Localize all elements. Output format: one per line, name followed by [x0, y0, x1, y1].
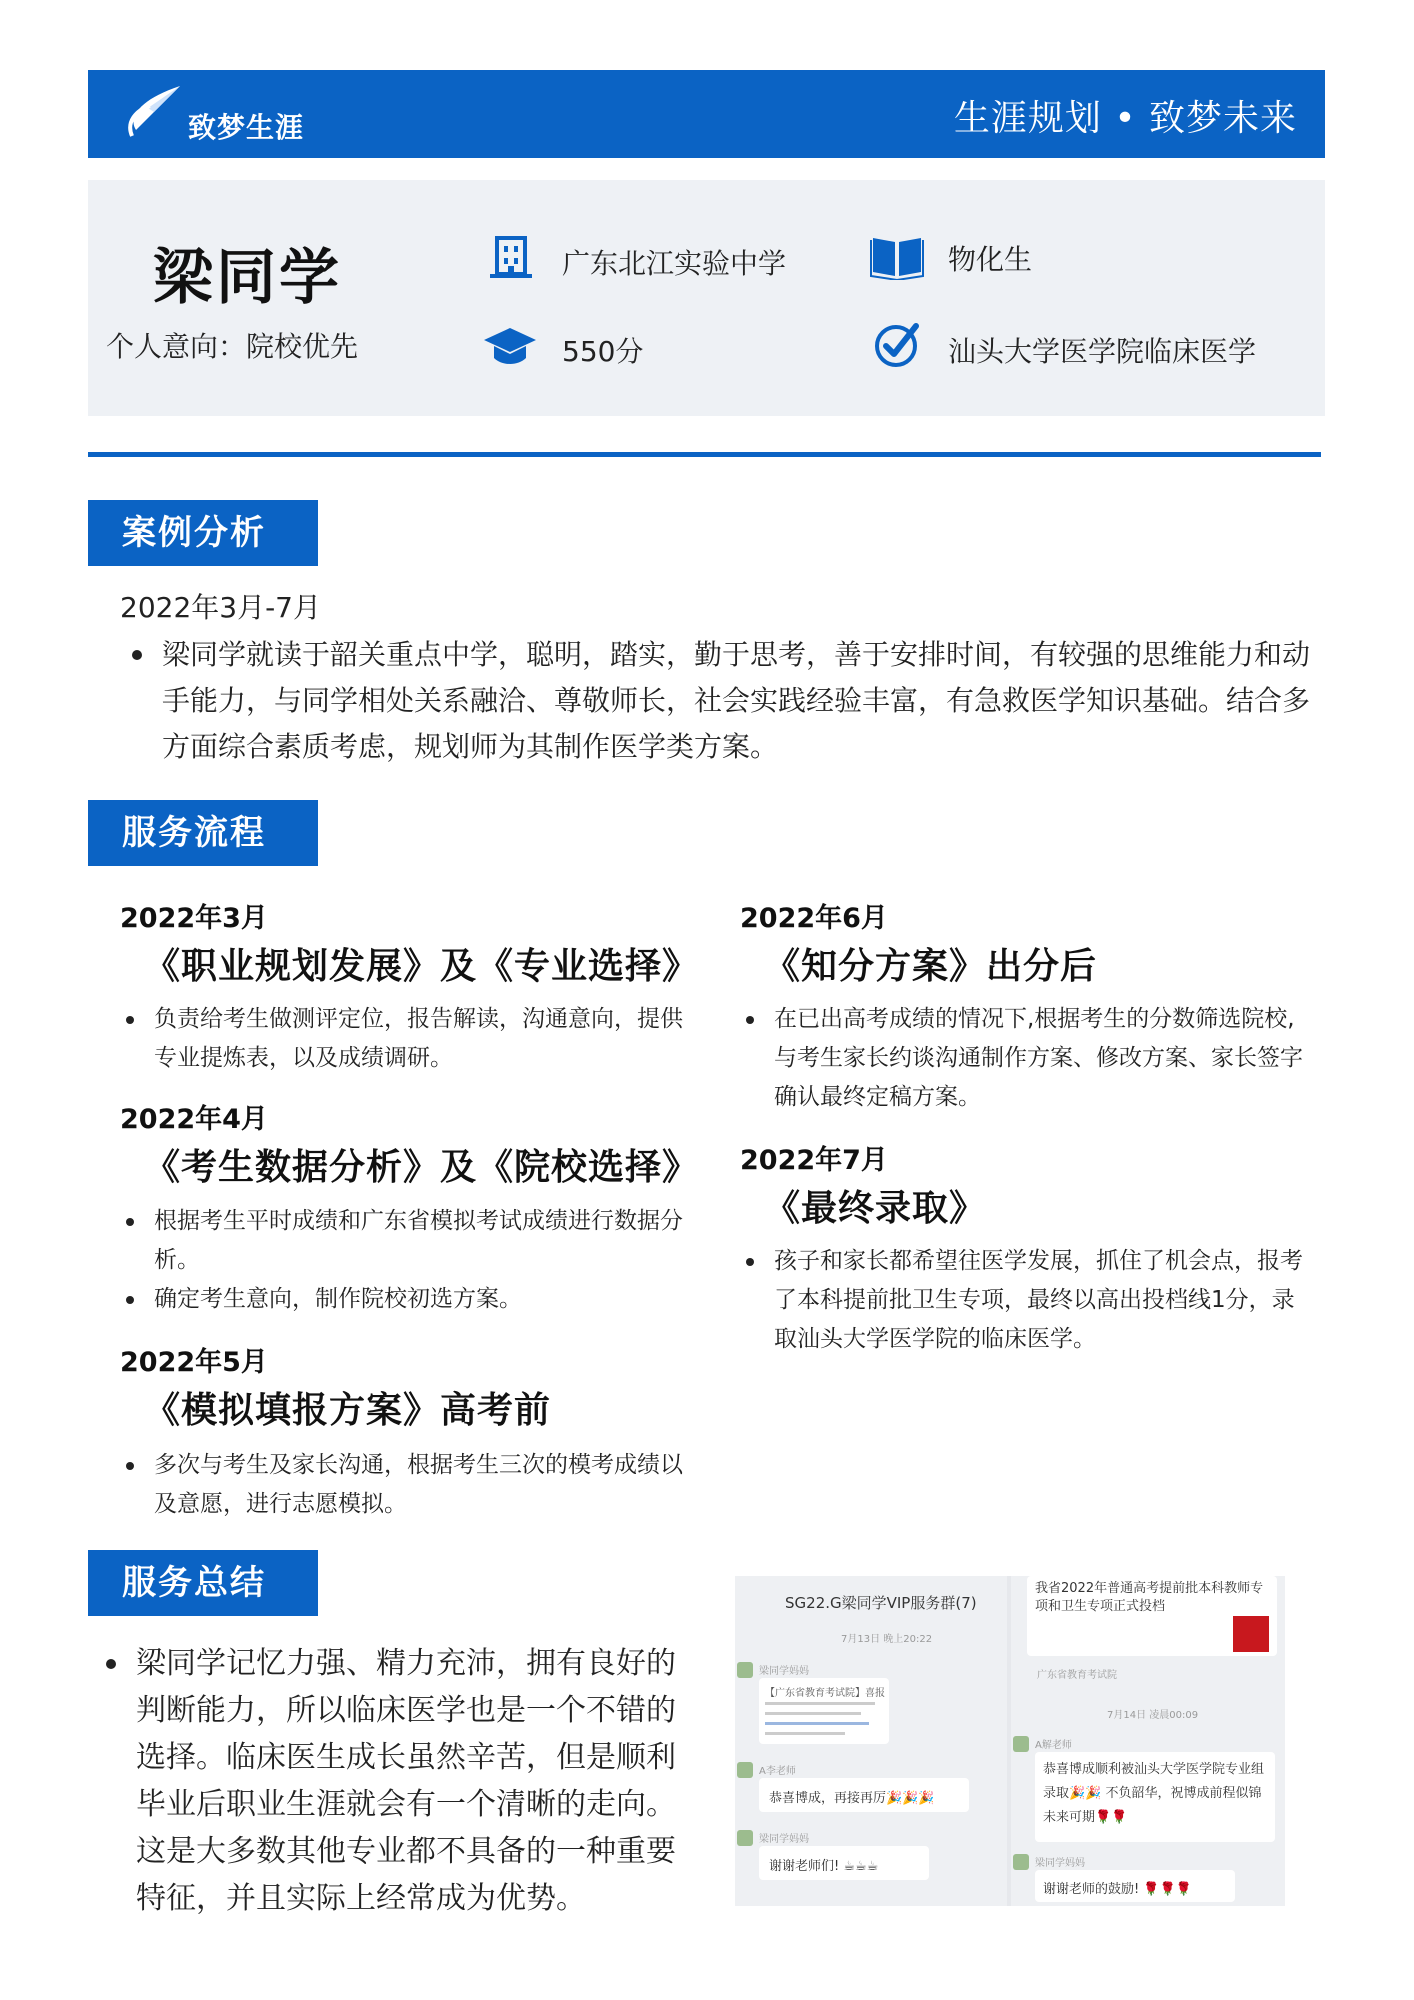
step-bullet [740, 1000, 1310, 1117]
chat-notice-card [759, 1678, 889, 1744]
avatar [1013, 1736, 1029, 1752]
step-bullet-text: 孩子和家长都希望往医学发展，抓住了机会点，报考了本科提前批卫生专项，最终以高出投档线1分，录取汕头大学医学院的临床医学。 [774, 1248, 1303, 1352]
avatar [1013, 1854, 1029, 1870]
chat-screenshot [735, 1576, 1285, 1906]
chat-pane-left [735, 1576, 1007, 1906]
brand-logo [118, 78, 318, 148]
step-month: 2022年6月 [740, 903, 888, 934]
bullet-dot [132, 650, 142, 660]
book-icon [869, 230, 925, 280]
chat-sender: A李老师 [759, 1766, 796, 1777]
step-month: 2022年5月 [120, 1347, 268, 1378]
bullet-dot [746, 1016, 754, 1024]
check-circle-icon [872, 320, 922, 370]
avatar [737, 1762, 753, 1778]
header-bar [88, 70, 1325, 158]
bullet-dot [106, 1659, 116, 1669]
bullet-dot [126, 1016, 134, 1024]
step-phase: 《最终录取》 [764, 1187, 987, 1229]
chat-sender: A解老师 [1035, 1740, 1072, 1751]
step-bullet-text: 确定考生意向，制作院校初选方案。 [154, 1286, 522, 1312]
bullet-dot [126, 1462, 134, 1470]
step-bullet [120, 1446, 690, 1524]
chat-pane-right [1011, 1576, 1285, 1906]
bullet-dot [126, 1218, 134, 1226]
chat-sender: 梁同学妈妈 [759, 1834, 809, 1845]
student-intent: 个人意向：院校优先 [106, 330, 359, 363]
step-bullet [740, 1242, 1310, 1359]
step-phase: 《知分方案》出分后 [764, 945, 1098, 987]
chat-sender: 梁同学妈妈 [1035, 1858, 1085, 1869]
chat-time: 7月14日 凌晨00:09 [1107, 1710, 1199, 1721]
bullet-dot [126, 1296, 134, 1304]
chat-bubble [759, 1846, 929, 1880]
section-header-case: 案例分析 [88, 500, 318, 566]
chat-message: 谢谢老师的鼓励! 🌹🌹🌹 [1043, 1882, 1192, 1897]
link-source: 广东省教育考试院 [1037, 1670, 1117, 1681]
bullet-dot [746, 1258, 754, 1266]
step-bullet-text: 多次与考生及家长沟通，根据考生三次的模考成绩以及意愿，进行志愿模拟。 [154, 1452, 683, 1517]
section-header-summary: 服务总结 [88, 1550, 318, 1616]
score: 550分 [562, 335, 644, 368]
step-phase: 《模拟填报方案》高考前 [144, 1389, 552, 1431]
chat-bubble [759, 1778, 969, 1812]
step-month: 2022年7月 [740, 1145, 888, 1176]
student-name: 梁同学 [153, 243, 342, 313]
chat-bubble [1035, 1870, 1235, 1902]
header-slogan: 生涯规划 • 致梦未来 [953, 98, 1297, 139]
chat-bubble [1035, 1752, 1275, 1842]
step-month: 2022年3月 [120, 903, 268, 934]
logo-text: 致梦生涯 [188, 111, 305, 144]
chat-message: 恭喜博成，再接再厉🎉🎉🎉 [769, 1791, 935, 1806]
avatar [737, 1662, 753, 1678]
admission-result: 汕头大学医学院临床医学 [948, 335, 1257, 368]
chat-link-card [1027, 1576, 1277, 1656]
chat-message: 恭喜博成顺利被汕头大学医学院专业组录取🎉🎉 不负韶华，祝博成前程似锦 未来可期🌹🌹 [1043, 1762, 1265, 1825]
chat-time: 7月13日 晚上20:22 [841, 1634, 933, 1645]
step-bullet-text: 在已出高考成绩的情况下,根据考生的分数筛选院校,与考生家长约谈沟通制作方案、修改方案、家长签字确认最终定稿方案。 [774, 1006, 1303, 1110]
chat-group-title: SG22.G梁同学VIP服务群(7) [785, 1594, 977, 1612]
summary-text: 梁同学记忆力强、精力充沛，拥有良好的判断能力，所以临床医学也是一个不错的选择。临床医生成长虽然辛苦，但是顺利毕业后职业生涯就会有一个清晰的走向。这是大多数其他专业都不具备的一种重要特征，并且实际上经常成为优势。 [136, 1646, 676, 1916]
step-bullet [120, 1280, 690, 1319]
case-date: 2022年3月-7月 [120, 591, 321, 624]
section-header-process: 服务流程 [88, 800, 318, 866]
step-bullet-text: 根据考生平时成绩和广东省模拟考试成绩进行数据分析。 [154, 1208, 683, 1273]
student-info-panel [88, 180, 1325, 416]
case-text: 梁同学就读于韶关重点中学，聪明，踏实，勤于思考，善于安排时间，有较强的思维能力和动手能力，与同学相处关系融洽、尊敬师长，社会实践经验丰富，有急救医学知识基础。结合多方面综合素质考虑，规划师为其制作医学类方案。 [162, 638, 1311, 763]
notice-text: 【广东省教育考试院】喜报 [765, 1688, 885, 1699]
case-bullet [120, 632, 1320, 770]
chat-message: 谢谢老师们! ☕☕☕ [769, 1859, 879, 1874]
summary-bullet [100, 1640, 690, 1922]
subjects: 物化生 [948, 243, 1033, 276]
chat-sender: 梁同学妈妈 [759, 1666, 809, 1677]
step-bullet [120, 1000, 690, 1078]
graduation-cap-icon [482, 322, 538, 372]
school-name: 广东北江实验中学 [562, 247, 787, 280]
step-bullet [120, 1202, 690, 1280]
step-bullet-text: 负责给考生做测评定位，报告解读，沟通意向，提供专业提炼表，以及成绩调研。 [154, 1006, 683, 1071]
building-icon [486, 232, 536, 282]
step-month: 2022年4月 [120, 1104, 268, 1135]
divider-rule [88, 452, 1321, 457]
step-phase: 《考生数据分析》及《院校选择》 [144, 1146, 700, 1188]
avatar [737, 1830, 753, 1846]
step-phase: 《职业规划发展》及《专业选择》 [144, 945, 700, 987]
link-title: 我省2022年普通高考提前批本科教师专项和卫生专项正式投档 [1035, 1581, 1264, 1614]
